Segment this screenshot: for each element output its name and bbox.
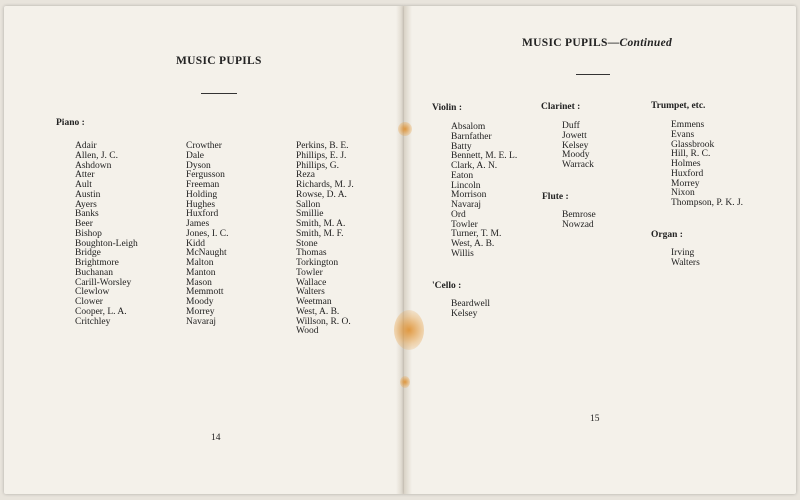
stain-mark xyxy=(400,376,410,388)
pupil-name: Jones, I. C. xyxy=(186,228,229,239)
pupil-name: Wallace xyxy=(296,277,327,288)
pupil-name: Beer xyxy=(75,219,93,229)
pupil-name: Rowse, D. A. xyxy=(296,189,347,200)
pupil-name: Huxford xyxy=(671,168,704,179)
pupil-name: Adair xyxy=(75,141,97,151)
pupil-name: Reza xyxy=(296,170,315,181)
cello-list xyxy=(451,300,490,320)
pupil-name: Jowett xyxy=(562,130,587,141)
page-number: 15 xyxy=(590,414,600,424)
pupil-name: West, A. B. xyxy=(296,306,340,317)
violin-list xyxy=(451,123,517,260)
pupil-name: Dyson xyxy=(186,160,211,171)
pupil-name: Crowther xyxy=(186,141,222,151)
pupil-name: Smith, M. A. xyxy=(296,219,346,229)
page-title-continued xyxy=(522,37,672,49)
pupil-name: Morrison xyxy=(451,190,487,201)
pupil-name: Batty xyxy=(451,141,472,152)
pupil-name: Glassbrook xyxy=(671,139,715,150)
pupil-name: Turner, T. M. xyxy=(451,229,502,240)
pupil-name: James xyxy=(186,219,210,229)
pupil-name: Eaton xyxy=(451,170,474,181)
pupil-name: Malton xyxy=(186,258,214,268)
pupil-name: Thomas xyxy=(296,248,327,259)
pupil-name: Dale xyxy=(186,150,204,161)
pupil-name: Boughton-Leigh xyxy=(75,238,138,249)
flute-list xyxy=(562,211,596,231)
pupil-name: Holmes xyxy=(671,159,701,169)
pupil-name: Phillips, E. J. xyxy=(296,150,347,161)
pupil-name: Kidd xyxy=(186,238,205,249)
pupil-name: Atter xyxy=(75,170,95,181)
pupil-name: Carill-Worsley xyxy=(75,277,132,288)
pupil-name: Bemrose xyxy=(562,210,596,220)
pupil-name: Ord xyxy=(451,209,466,220)
pupil-name: Willis xyxy=(451,248,474,259)
pupil-name: Bennett, M. E. L. xyxy=(451,151,518,162)
page-title: MUSIC PUPILS xyxy=(176,55,262,67)
pupil-name: Huxford xyxy=(186,209,219,220)
pupil-name: Smillie xyxy=(296,209,324,220)
pupil-name: Cooper, L. A. xyxy=(75,306,127,317)
pupil-name: Buchanan xyxy=(75,267,113,278)
title-rule xyxy=(201,93,237,94)
pupil-name: Ashdown xyxy=(75,160,112,171)
pupil-name: Kelsey xyxy=(562,140,589,151)
pupil-name: Willson, R. O. xyxy=(296,316,351,327)
pupil-name: Beardwell xyxy=(451,299,491,309)
pupil-name: Ault xyxy=(75,180,92,190)
pupil-name: Towler xyxy=(451,219,478,230)
title-continued: Continued xyxy=(619,37,673,49)
pupil-name: Stone xyxy=(296,238,318,249)
pupil-name: Walters xyxy=(296,287,325,298)
title-main: MUSIC PUPILS— xyxy=(522,37,620,49)
stain-mark xyxy=(398,122,412,136)
pupil-name: Austin xyxy=(75,189,101,200)
pupil-name: Fergusson xyxy=(186,170,225,181)
section-heading-piano: Piano : xyxy=(56,118,85,128)
pupil-name: Ayers xyxy=(75,199,97,210)
pupil-name: Irving xyxy=(671,248,695,258)
pupil-name: Navaraj xyxy=(451,200,482,210)
book-gutter xyxy=(396,6,412,494)
pupil-name: West, A. B. xyxy=(451,239,495,249)
pupil-name: Thompson, P. K. J. xyxy=(671,198,744,208)
section-heading-violin: Violin : xyxy=(432,103,462,113)
section-heading-clarinet: Clarinet : xyxy=(541,102,581,112)
pupil-name: Perkins, B. E. xyxy=(296,141,349,151)
pupil-name: Nixon xyxy=(671,188,695,199)
piano-column-1 xyxy=(75,142,138,327)
pupil-name: Clark, A. N. xyxy=(451,161,498,171)
pupil-name: Navaraj xyxy=(186,316,217,327)
pupil-name: Manton xyxy=(186,267,216,278)
pupil-name: Mason xyxy=(186,277,212,288)
title-rule xyxy=(576,74,610,75)
pupil-name: Clower xyxy=(75,297,103,307)
pupil-name: Weetman xyxy=(296,297,332,307)
section-heading-cello: 'Cello : xyxy=(432,281,462,291)
pupil-name: Allen, J. C. xyxy=(75,150,119,161)
pupil-name: Freeman xyxy=(186,180,220,190)
pupil-name: Hill, R. C. xyxy=(671,149,711,160)
pupil-name: Walters xyxy=(671,257,700,268)
pupil-name: Brightmore xyxy=(75,258,119,268)
pupil-name: Sallon xyxy=(296,199,321,210)
pupil-name: Nowzad xyxy=(562,219,594,230)
pupil-name: Duff xyxy=(562,121,580,131)
pupil-name: Emmens xyxy=(671,120,705,130)
piano-column-3 xyxy=(296,142,354,337)
piano-column-2 xyxy=(186,142,229,327)
pupil-name: Absalom xyxy=(451,122,486,132)
trumpet-list xyxy=(671,121,743,209)
pupil-name: Warrack xyxy=(562,160,594,170)
pupil-name: Moody xyxy=(186,297,214,307)
pupil-name: Barnfather xyxy=(451,131,492,142)
pupil-name: Lincoln xyxy=(451,180,481,191)
pupil-name: Smith, M. F. xyxy=(296,228,344,239)
pupil-name: Memmott xyxy=(186,287,224,298)
pupil-name: Kelsey xyxy=(451,308,478,319)
pupil-name: Critchley xyxy=(75,316,111,327)
organ-list xyxy=(671,249,700,269)
pupil-name: Banks xyxy=(75,209,99,220)
pupil-name: McNaught xyxy=(186,248,227,259)
pupil-name: Bridge xyxy=(75,248,101,259)
page-number: 14 xyxy=(211,433,221,443)
pupil-name: Wood xyxy=(296,326,319,337)
pupil-name: Richards, M. J. xyxy=(296,180,354,190)
section-heading-trumpet: Trumpet, etc. xyxy=(651,101,706,111)
pupil-name: Morrey xyxy=(671,178,700,189)
clarinet-list xyxy=(562,122,594,171)
section-heading-organ: Organ : xyxy=(651,230,683,240)
pupil-name: Morrey xyxy=(186,306,215,317)
section-heading-flute: Flute : xyxy=(542,192,569,202)
pupil-name: Hughes xyxy=(186,199,216,210)
pupil-name: Towler xyxy=(296,267,323,278)
stain-mark xyxy=(394,310,424,350)
pupil-name: Bishop xyxy=(75,228,102,239)
pupil-name: Evans xyxy=(671,129,695,140)
pupil-name: Clewlow xyxy=(75,287,110,298)
pupil-name: Torkington xyxy=(296,258,339,268)
pupil-name: Holding xyxy=(186,189,218,200)
pupil-name: Moody xyxy=(562,150,590,161)
pupil-name: Phillips, G. xyxy=(296,160,340,171)
